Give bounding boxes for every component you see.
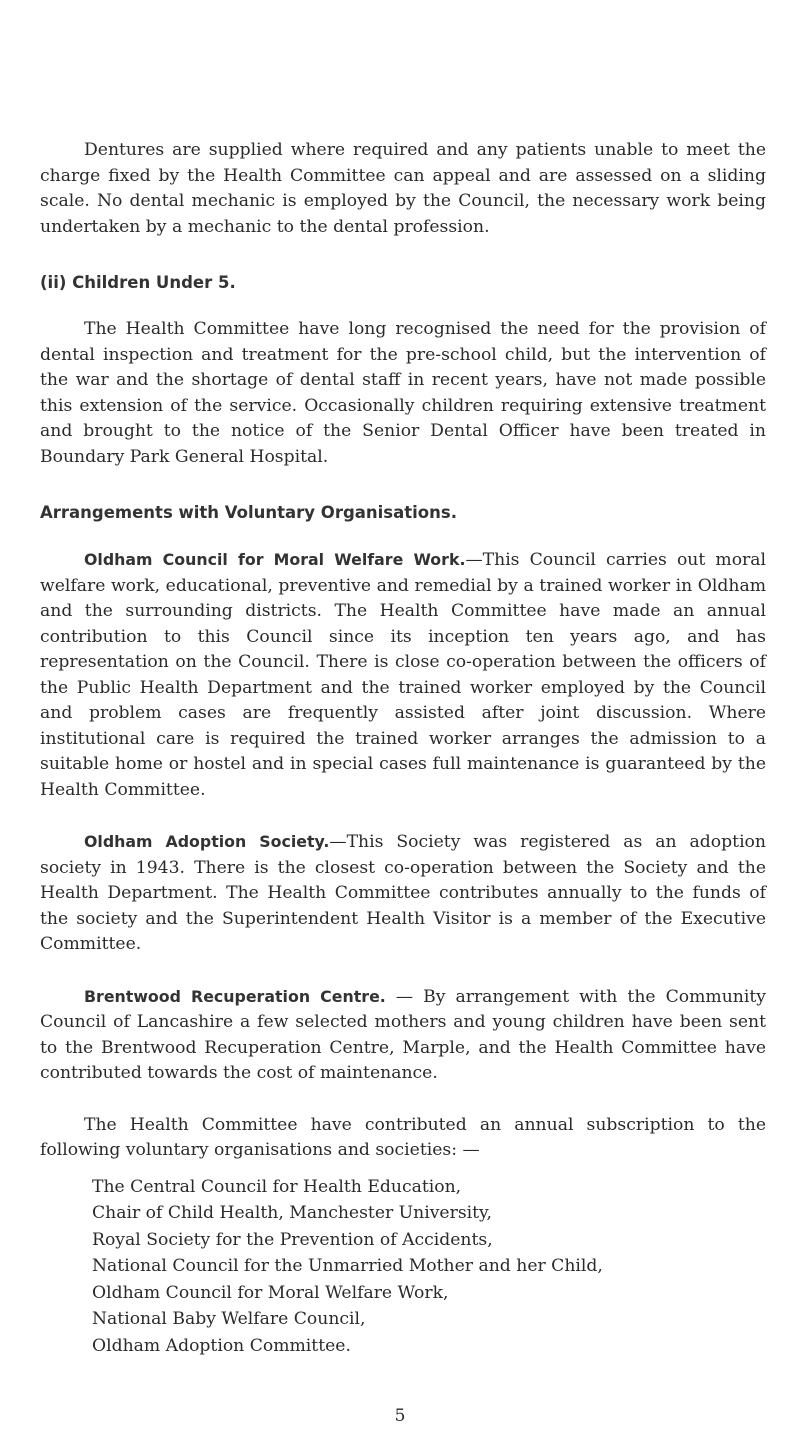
list-item: Oldham Adoption Committee. (92, 1335, 351, 1356)
organisations-list (40, 1174, 766, 1360)
dentures-paragraph: Dentures are supplied where required and any patients unable to meet the charge fixed by the Health Committee can appeal and are assessed on a sliding scale. No dental mechanic is employed by the Council, the necessary work being undertaken by a mechanic to the dental profession. (40, 140, 766, 237)
children-under-5-heading: (ii) Children Under 5. (40, 273, 236, 292)
adoption-society-paragraph (40, 829, 766, 958)
list-item: Oldham Council for Moral Welfare Work, (92, 1282, 449, 1303)
adoption-society-title: Oldham Adoption Society. (84, 832, 330, 851)
document-page (40, 138, 766, 1359)
voluntary-organisations-heading: Arrangements with Voluntary Organisations. (40, 503, 457, 522)
brentwood-title: Brentwood Recuperation Centre. (84, 986, 386, 1006)
list-item: The Central Council for Health Education, (92, 1176, 462, 1197)
children-under-5-paragraph: The Health Committee have long recognised the need for the provision of dental inspection and treatment for the pre-school child, but the intervention of the war and the shortage of dental staff in recent years, have not made possible this extension of the service. Occasionally children requiring extensive treatment and brought to the notice of the Senior Dental Officer have been treated in Boundary Park General Hospital. (40, 319, 766, 467)
moral-welfare-paragraph (40, 547, 766, 803)
brentwood-text: — By arrangement with the Community Council of Lancashire a few selected mothers and young children have been sent to the Brentwood Recuperation Centre, Marple, and the Health Committee have contributed towards the cost of maintenance. (40, 986, 766, 1083)
brentwood-paragraph (40, 984, 766, 1087)
moral-welfare-text: —This Council carries out moral welfare work, educational, preventive and remedial by a trained worker in Oldham and the surrounding districts. The Health Committee have made an annual contribution to this Council since its inception ten years ago, and has representation on the Council. There is close co-operation between the officers of the Public Health Department and the trained worker employed by the Council and problem cases are frequently assisted after joint discussion. Where institutional care is required the trained worker arranges the admission to a suitable home or hostel and in special cases full maintenance is guaranteed by the Health Committee. (40, 550, 767, 800)
list-item: National Council for the Unmarried Mother and her Child, (92, 1256, 603, 1276)
list-item: Chair of Child Health, Manchester University, (92, 1203, 492, 1223)
subscription-intro: The Health Committee have contributed an annual subscription to the following voluntary organisations and societies: — (40, 1114, 766, 1160)
list-item: Royal Society for the Prevention of Accidents, (92, 1229, 493, 1250)
list-item: National Baby Welfare Council, (92, 1309, 366, 1329)
page-number: 5 (394, 1406, 406, 1426)
adoption-society-text: —This Society was registered as an adoption society in 1943. There is the closest co-operation between the Society and the Health Department. The Health Committee contributes annually to the funds of the society and the Superintendent Health Visitor is a member of the Executive Committee. (40, 832, 766, 954)
moral-welfare-title: Oldham Council for Moral Welfare Work. (84, 550, 466, 569)
